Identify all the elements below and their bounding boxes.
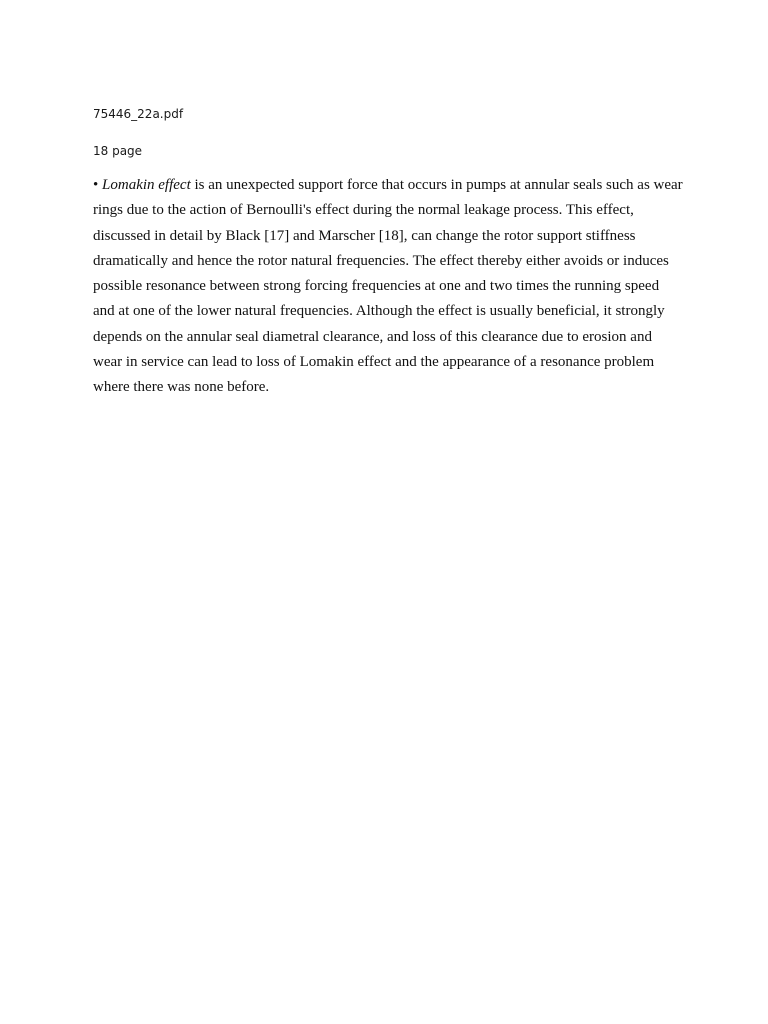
page-label: 18 page: [93, 144, 143, 158]
file-name: 75446_22a.pdf: [93, 107, 184, 121]
bullet-paragraph: [93, 173, 683, 401]
bullet-glyph: •: [93, 177, 99, 193]
paragraph-text: is an unexpected support force that occurs in pumps at annular seals such as wear rings due to the action of Bernoulli's effect during the normal leakage process. This effect, discussed in detail by Black [17] and Marscher [18], can change the rotor support stiffness dramatically and hence the rotor natural frequencies. The effect thereby either avoids or induces possible resonance between strong forcing frequencies at one and two times the running speed and at one of the lower natural frequencies. Although the effect is usually beneficial, it strongly depends on the annular seal diametral clearance, and loss of this clearance due to erosion and wear in service can lead to loss of Lomakin effect and the appearance of a resonance problem where there was none before.: [93, 177, 683, 396]
defined-term: Lomakin effect: [102, 177, 191, 193]
